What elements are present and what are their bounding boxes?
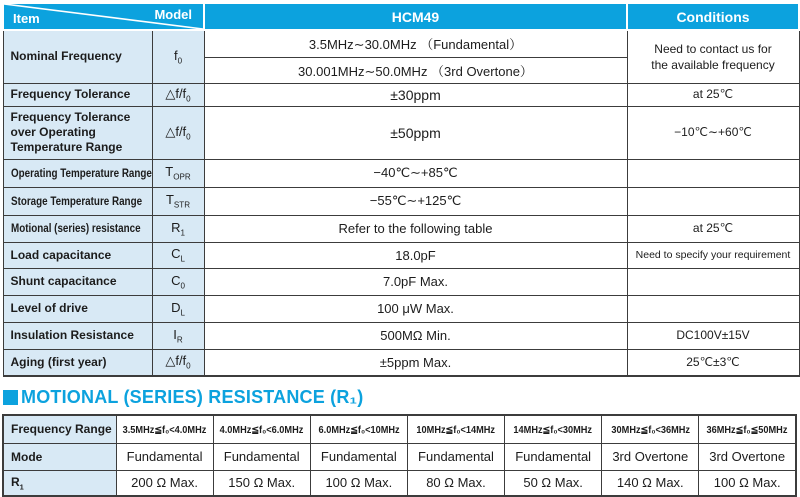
- frequency-range-cell: [602, 415, 699, 443]
- value-cell: 30.001MHz∼50.0MHz （3rd Overtone）: [204, 57, 627, 83]
- frequency-range-text: 10MHz≦f₀<14MHz: [416, 425, 496, 437]
- condition-cell: [627, 295, 799, 322]
- section-marker-square-icon: [3, 390, 18, 405]
- condition-cell: [627, 30, 799, 83]
- header-product: HCM49: [204, 3, 627, 30]
- frequency-range-cell: [116, 415, 213, 443]
- value-cell: 100 μW Max.: [204, 295, 627, 322]
- r1-row-label: Frequency Range: [3, 415, 116, 443]
- symbol-base: R: [171, 219, 181, 235]
- condition-cell: 25℃±3℃: [627, 349, 799, 376]
- r1-row-label: [3, 470, 116, 496]
- symbol-sub: L: [180, 308, 185, 318]
- row-label-text: Aging (first year): [10, 354, 107, 369]
- mode-cell: 3rd Overtone: [699, 443, 796, 470]
- row-label-text: Frequency Tolerance: [10, 87, 131, 101]
- resistance-cell: 50 Ω Max.: [505, 470, 602, 496]
- symbol-base: △f/f: [165, 123, 187, 139]
- value-cell: 3.5MHz∼30.0MHz （Fundamental）: [204, 30, 627, 57]
- frequency-range-cell: [407, 415, 504, 443]
- mode-cell: Fundamental: [407, 443, 504, 470]
- row-label-text: Operating Temperature Range: [10, 165, 152, 180]
- value-cell: −55℃∼+125℃: [204, 187, 627, 215]
- mode-cell: Fundamental: [505, 443, 602, 470]
- condition-cell: [627, 187, 799, 215]
- value-cell: ±5ppm Max.: [204, 349, 627, 376]
- symbol-sub: L: [180, 254, 185, 264]
- row-label: [3, 187, 152, 215]
- value-cell: ±50ppm: [204, 106, 627, 159]
- symbol-cell: [152, 268, 204, 295]
- resistance-cell: 200 Ω Max.: [116, 470, 213, 496]
- row-label-text: Load capacitance: [10, 247, 112, 262]
- row-label: [3, 83, 152, 106]
- spec-row-operating-temperature: [3, 159, 799, 187]
- symbol-base: △f/f: [165, 85, 187, 101]
- section-title: [3, 387, 798, 408]
- value-cell: 18.0pF: [204, 242, 627, 268]
- condition-cell: DC100V±15V: [627, 322, 799, 349]
- spec-row-level-of-drive: [3, 295, 799, 322]
- r1-row-frequency-range: [3, 415, 796, 443]
- symbol-base: I: [173, 326, 177, 342]
- spec-row-aging: [3, 349, 799, 376]
- resistance-cell: 100 Ω Max.: [310, 470, 407, 496]
- condition-line: the available frequency: [651, 57, 775, 72]
- resistance-cell: 150 Ω Max.: [213, 470, 310, 496]
- symbol-sub: OPR: [173, 172, 191, 182]
- symbol-sub: R: [176, 335, 183, 345]
- symbol-cell: [152, 349, 204, 376]
- value-cell: −40℃∼+85℃: [204, 159, 627, 187]
- symbol-base: C: [171, 272, 181, 288]
- mode-cell: Fundamental: [116, 443, 213, 470]
- symbol-sub: 0: [186, 132, 191, 142]
- symbol-base: C: [171, 246, 181, 262]
- row-label-text: Nominal Frequency: [10, 49, 122, 64]
- header-item-model-cell: [3, 3, 204, 30]
- header-model-label: Model: [154, 7, 192, 22]
- value-cell: 7.0pF Max.: [204, 268, 627, 295]
- frequency-range-text: 6.0MHz≦f₀<10MHz: [318, 425, 400, 437]
- row-label-text: Storage Temperature Range: [10, 193, 142, 208]
- symbol-cell: [152, 322, 204, 349]
- r1-symbol-base: R: [11, 474, 20, 489]
- row-label: [3, 106, 152, 159]
- frequency-range-text: 30MHz≦f₀<36MHz: [610, 425, 690, 437]
- symbol-sub: 0: [186, 362, 191, 372]
- spec-row-storage-temperature: [3, 187, 799, 215]
- row-label: [3, 159, 152, 187]
- mode-cell: Fundamental: [213, 443, 310, 470]
- spec-table: [2, 2, 800, 377]
- r1-row-label: Mode: [3, 443, 116, 470]
- frequency-range-text: 3.5MHz≦f₀<4.0MHz: [122, 425, 207, 437]
- condition-cell: [627, 159, 799, 187]
- frequency-range-text: 14MHz≦f₀<30MHz: [513, 425, 593, 437]
- symbol-cell: [152, 242, 204, 268]
- resistance-cell: 140 Ω Max.: [602, 470, 699, 496]
- spec-row-motional-resistance: [3, 215, 799, 242]
- value-cell: 500MΩ Min.: [204, 322, 627, 349]
- spec-header-row: [3, 3, 799, 30]
- symbol-sub: 1: [180, 228, 185, 238]
- spec-row-shunt-capacitance: [3, 268, 799, 295]
- symbol-base: f: [173, 47, 178, 63]
- condition-cell: Need to specify your requirement: [627, 242, 799, 268]
- resistance-cell: 100 Ω Max.: [699, 470, 796, 496]
- condition-cell: [627, 268, 799, 295]
- condition-cell: −10℃∼+60℃: [627, 106, 799, 159]
- symbol-base: △f/f: [165, 353, 187, 369]
- r1-symbol-sub: 1: [19, 481, 24, 491]
- row-label-text: Level of drive: [10, 301, 88, 315]
- row-label-text: Frequency Tolerance over Operating Temperature Range: [10, 110, 131, 154]
- symbol-base: T: [165, 164, 174, 180]
- row-label: [3, 242, 152, 268]
- row-label-text: Motional (series) resistance: [10, 221, 141, 235]
- row-label: [3, 268, 152, 295]
- spec-row-load-capacitance: [3, 242, 799, 268]
- symbol-base: D: [171, 299, 181, 315]
- symbol-sub: 0: [186, 94, 191, 104]
- mode-cell: 3rd Overtone: [602, 443, 699, 470]
- row-label-text: Insulation Resistance: [10, 328, 134, 342]
- r1-row-mode: [3, 443, 796, 470]
- condition-cell: at 25℃: [627, 215, 799, 242]
- frequency-range-cell: [699, 415, 796, 443]
- row-label: [3, 295, 152, 322]
- row-label: [3, 349, 152, 376]
- symbol-cell: [152, 83, 204, 106]
- value-cell: Refer to the following table: [204, 215, 627, 242]
- symbol-base: T: [165, 192, 174, 208]
- condition-line: Need to contact us for: [654, 41, 772, 56]
- header-item-label: Item: [13, 11, 40, 26]
- value-cell: ±30ppm: [204, 83, 627, 106]
- spec-row-insulation-resistance: [3, 322, 799, 349]
- row-label: [3, 30, 152, 83]
- frequency-range-text: 4.0MHz≦f₀<6.0MHz: [219, 425, 304, 437]
- r1-table: [2, 414, 797, 497]
- symbol-sub: STR: [173, 200, 191, 210]
- row-label: [3, 215, 152, 242]
- resistance-cell: 80 Ω Max.: [407, 470, 504, 496]
- symbol-cell: [152, 106, 204, 159]
- symbol-cell: [152, 30, 204, 83]
- section-title-text: MOTIONAL (SERIES) RESISTANCE (R₁): [21, 387, 364, 407]
- condition-cell: at 25℃: [627, 83, 799, 106]
- spec-row-frequency-tolerance: [3, 83, 799, 106]
- frequency-range-cell: [310, 415, 407, 443]
- symbol-cell: [152, 295, 204, 322]
- header-conditions: Conditions: [627, 3, 799, 30]
- frequency-range-cell: [213, 415, 310, 443]
- frequency-range-cell: [505, 415, 602, 443]
- mode-cell: Fundamental: [310, 443, 407, 470]
- row-label-text: Shunt capacitance: [10, 274, 117, 288]
- spec-row-frequency-tolerance-otr: [3, 106, 799, 159]
- spec-row-nominal-frequency: [3, 30, 799, 57]
- frequency-range-text: 36MHz≦f₀≦50MHz: [706, 425, 788, 437]
- symbol-sub: 0: [177, 56, 183, 66]
- symbol-sub: 0: [180, 281, 185, 291]
- r1-row-resistance: [3, 470, 796, 496]
- row-label: [3, 322, 152, 349]
